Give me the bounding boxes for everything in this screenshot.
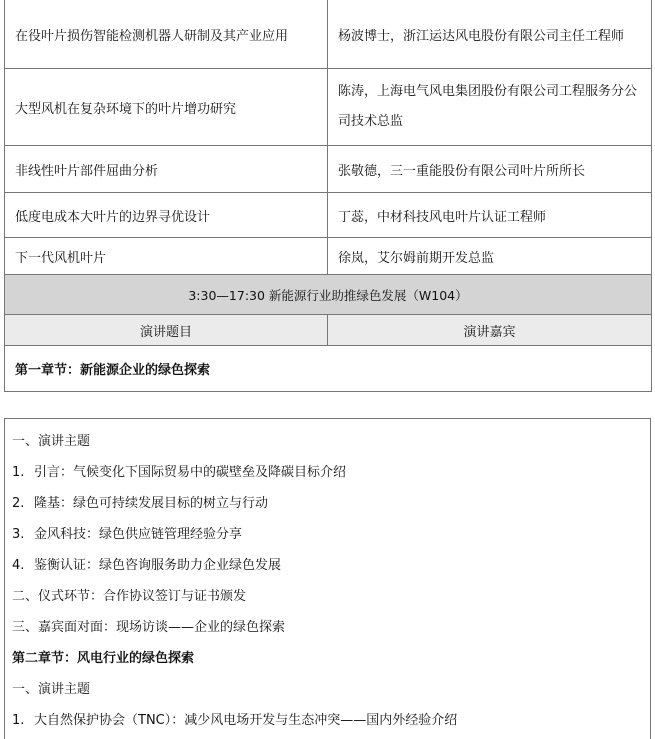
item-number: 1. <box>12 465 25 480</box>
item-text: 引言：气候变化下国际贸易中的碳壁垒及降碳目标介绍 <box>34 465 347 480</box>
session-title: 3:30—17:30 新能源行业助推绿色发展（W104） <box>5 275 652 315</box>
table-row <box>5 238 652 275</box>
agenda-heading: 一、演讲主题 <box>12 682 91 697</box>
column-header-row <box>5 315 652 346</box>
item-number: 4. <box>12 558 25 573</box>
agenda-item <box>12 492 268 511</box>
talk-topic: 低度电成本大叶片的边界寻优设计 <box>5 193 328 238</box>
table-row <box>5 0 652 69</box>
agenda-heading: 二、仪式环节：合作协议签订与证书颁发 <box>12 589 247 604</box>
item-number: 3. <box>12 527 25 542</box>
table-row <box>5 193 652 238</box>
agenda-item <box>12 461 346 480</box>
header-topic: 演讲题目 <box>5 315 328 346</box>
item-text: 鉴衡认证：绿色咨询服务助力企业绿色发展 <box>34 558 282 573</box>
table-row <box>5 69 652 146</box>
agenda-heading: 一、演讲主题 <box>12 434 91 449</box>
item-text: 金风科技：绿色供应链管理经验分享 <box>34 527 243 542</box>
item-number: 1. <box>12 713 25 728</box>
agenda-box <box>4 418 651 739</box>
talk-speaker: 丁蕊，中材科技风电叶片认证工程师 <box>328 193 652 238</box>
agenda-item <box>12 709 457 728</box>
agenda-heading: 三、嘉宾面对面：现场访谈——企业的绿色探索 <box>12 620 286 635</box>
talk-speaker: 陈涛，上海电气风电集团股份有限公司工程服务分公司技术总监 <box>328 69 652 146</box>
talk-speaker: 张敬德，三一重能股份有限公司叶片所所长 <box>328 146 652 193</box>
talk-topic: 在役叶片损伤智能检测机器人研制及其产业应用 <box>5 0 328 69</box>
session-band <box>5 275 652 315</box>
talk-topic: 大型风机在复杂环境下的叶片增功研究 <box>5 69 328 146</box>
agenda-item <box>12 554 281 573</box>
chapter-2-title: 第二章节：风电行业的绿色探索 <box>12 651 195 666</box>
chapter-row <box>5 346 652 392</box>
item-text: 大自然保护协会（TNC）：减少风电场开发与生态冲突——国内外经验介绍 <box>34 713 458 728</box>
agenda-item <box>12 523 242 542</box>
agenda-table <box>4 0 652 392</box>
talk-topic: 非线性叶片部件屈曲分析 <box>5 146 328 193</box>
table-row <box>5 146 652 193</box>
chapter-1-title: 第一章节：新能源企业的绿色探索 <box>5 346 652 392</box>
header-speaker: 演讲嘉宾 <box>328 315 652 346</box>
talk-topic: 下一代风机叶片 <box>5 238 328 275</box>
talk-speaker: 徐岚，艾尔姆前期开发总监 <box>328 238 652 275</box>
item-text: 隆基：绿色可持续发展目标的树立与行动 <box>34 496 269 511</box>
item-number: 2. <box>12 496 25 511</box>
talk-speaker: 杨波博士，浙江运达风电股份有限公司主任工程师 <box>328 0 652 69</box>
